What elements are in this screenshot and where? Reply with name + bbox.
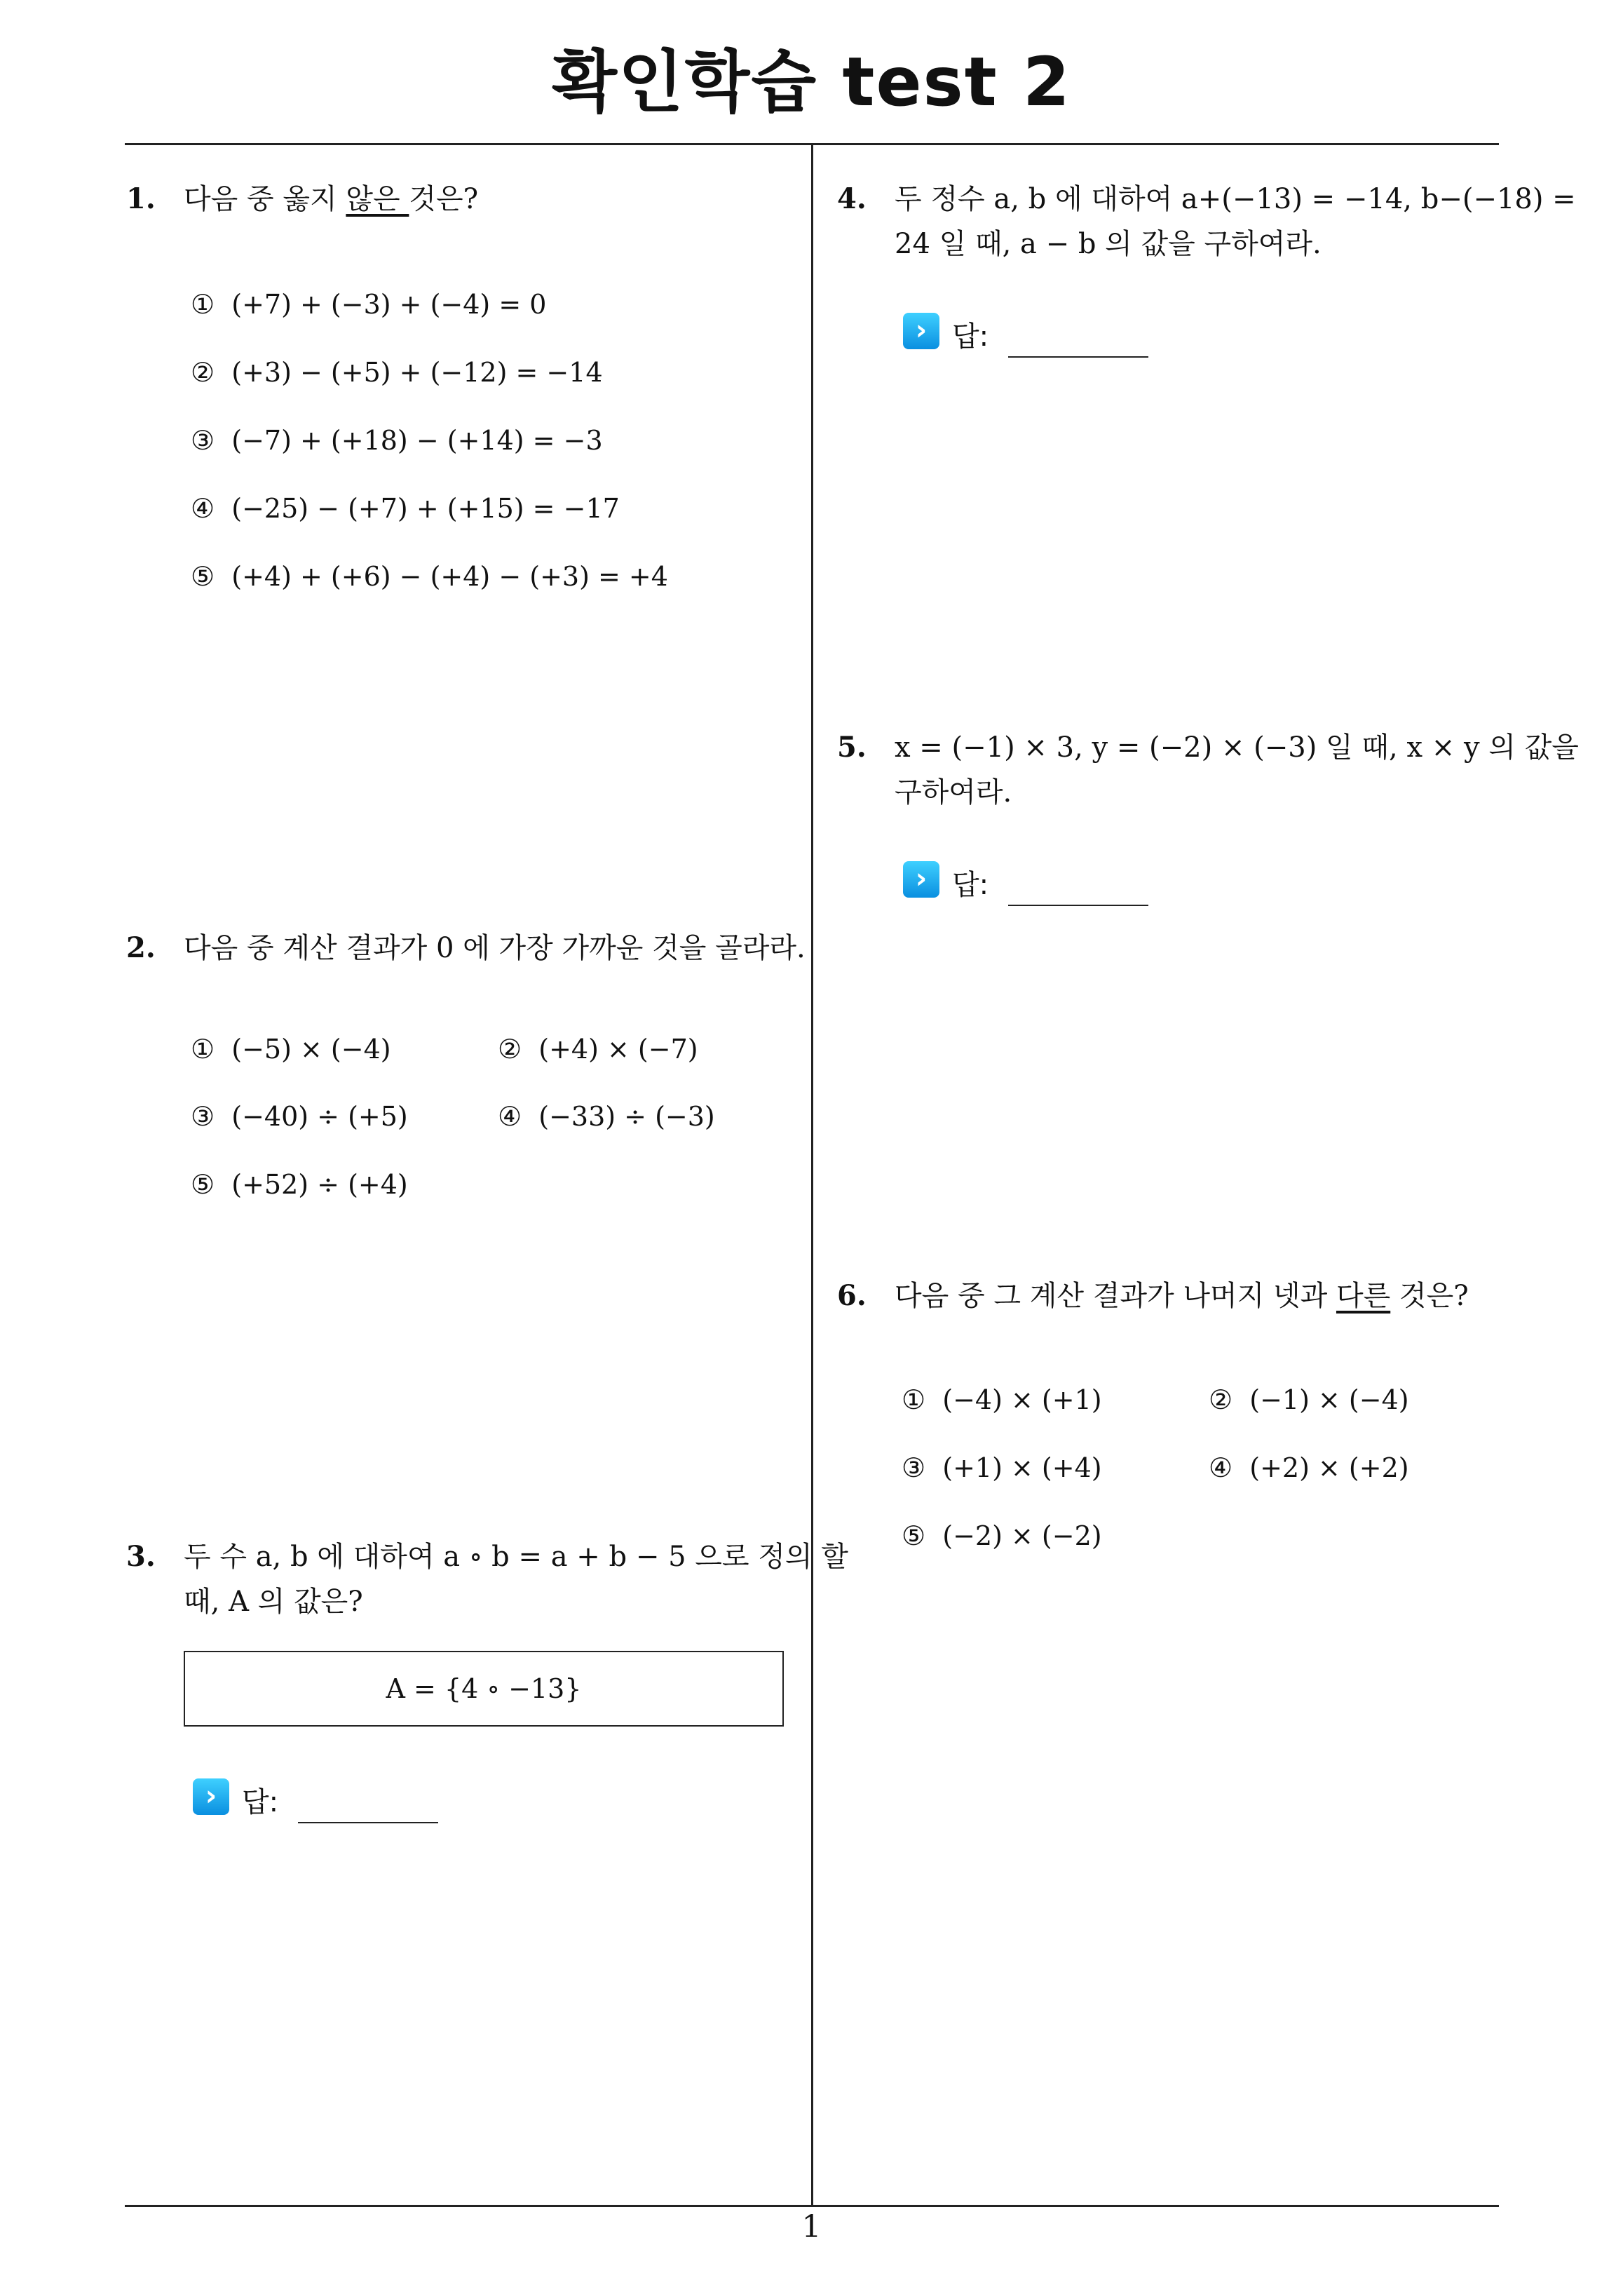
chevron-right-icon: › xyxy=(903,313,939,349)
question-3-definition-box xyxy=(184,1651,784,1727)
question-1-option-2[interactable] xyxy=(191,357,603,388)
question-4-number: 4. xyxy=(837,182,867,215)
question-1-text xyxy=(184,177,478,222)
question-3-text-line-1: 두 수 a, b 에 대하여 a ∘ b = a + b − 5 으로 정의 할 xyxy=(184,1541,848,1573)
question-1-option-1[interactable] xyxy=(191,289,546,320)
question-5-text-line-2: 구하여라. xyxy=(895,776,1012,809)
option-marker: ② xyxy=(498,1034,522,1065)
option-marker: ③ xyxy=(191,1101,215,1132)
chevron-right-icon: › xyxy=(903,861,939,898)
option-expression: (+2) × (+2) xyxy=(1249,1452,1409,1483)
question-1-text-underlined: 않은 xyxy=(346,183,409,215)
question-5-answer-blank[interactable] xyxy=(1008,905,1148,906)
footer-rule xyxy=(125,2205,1499,2207)
question-2-option-3[interactable] xyxy=(191,1101,408,1132)
option-marker: ② xyxy=(1209,1384,1233,1415)
option-marker: ② xyxy=(191,357,215,388)
option-marker: ④ xyxy=(1209,1452,1233,1483)
option-expression: (−40) ÷ (+5) xyxy=(231,1101,408,1132)
question-2-option-5[interactable] xyxy=(191,1169,408,1200)
question-4-answer-label: 답: xyxy=(952,320,989,353)
question-1-text-post: 것은? xyxy=(409,183,479,215)
question-2-text: 다음 중 계산 결과가 0 에 가장 가까운 것을 골라라. xyxy=(184,932,806,964)
question-6-option-4[interactable] xyxy=(1209,1452,1409,1483)
question-6-option-1[interactable] xyxy=(902,1384,1102,1415)
chevron-right-icon: › xyxy=(193,1778,229,1815)
option-expression: (−7) + (+18) − (+14) = −3 xyxy=(231,425,603,456)
option-marker: ① xyxy=(191,289,215,320)
question-6-text-underlined: 다른 xyxy=(1336,1280,1391,1312)
question-3-number: 3. xyxy=(126,1540,156,1573)
question-5-number: 5. xyxy=(837,731,867,764)
question-4-text-line-2: 24 일 때, a − b 의 값을 구하여라. xyxy=(895,228,1322,260)
option-expression: (+7) + (−3) + (−4) = 0 xyxy=(231,289,547,320)
option-marker: ④ xyxy=(191,493,215,524)
option-marker: ⑤ xyxy=(191,561,215,592)
option-marker: ① xyxy=(191,1034,215,1065)
question-2-option-2[interactable] xyxy=(498,1034,698,1065)
question-6-option-5[interactable] xyxy=(902,1520,1102,1551)
question-1-text-pre: 다음 중 옳지 xyxy=(184,183,346,215)
question-4-answer-blank[interactable] xyxy=(1008,356,1148,358)
option-marker: ③ xyxy=(191,425,215,456)
column-divider xyxy=(811,144,813,2205)
option-expression: (−5) × (−4) xyxy=(231,1034,391,1065)
question-1-number: 1. xyxy=(126,182,156,215)
option-expression: (+4) + (+6) − (+4) − (+3) = +4 xyxy=(231,561,668,592)
question-6-text xyxy=(895,1274,1469,1318)
question-1-option-4[interactable] xyxy=(191,493,620,524)
question-6-text-pre: 다음 중 그 계산 결과가 나머지 넷과 xyxy=(895,1280,1336,1312)
question-6-option-3[interactable] xyxy=(902,1452,1102,1483)
question-5-answer-label: 답: xyxy=(952,869,989,901)
option-expression: (−33) ÷ (−3) xyxy=(538,1101,715,1132)
option-expression: (+3) − (+5) + (−12) = −14 xyxy=(231,357,603,388)
question-5-text-line-1: x = (−1) × 3, y = (−2) × (−3) 일 때, x × y 의 값을 xyxy=(895,731,1579,764)
question-3-text-line-2: 때, A 의 값은? xyxy=(184,1586,363,1618)
option-expression: (−2) × (−2) xyxy=(942,1520,1102,1551)
option-marker: ⑤ xyxy=(902,1520,926,1551)
question-3-answer-blank[interactable] xyxy=(298,1822,438,1823)
option-expression: (−4) × (+1) xyxy=(942,1384,1102,1415)
question-4-text-line-1: 두 정수 a, b 에 대하여 a+(−13) = −14, b−(−18) = xyxy=(895,183,1576,215)
option-expression: (+1) × (+4) xyxy=(942,1452,1102,1483)
option-expression: (−1) × (−4) xyxy=(1249,1384,1409,1415)
option-marker: ⑤ xyxy=(191,1169,215,1200)
question-6-number: 6. xyxy=(837,1279,867,1312)
question-6-text-post: 것은? xyxy=(1390,1280,1469,1312)
option-marker: ③ xyxy=(902,1452,926,1483)
question-1-option-3[interactable] xyxy=(191,425,603,456)
question-2-option-4[interactable] xyxy=(498,1101,715,1132)
page-title: 확인학습 test 2 xyxy=(552,43,1071,121)
option-marker: ④ xyxy=(498,1101,522,1132)
question-3-box-expression: A = {4 ∘ −13} xyxy=(386,1673,582,1704)
question-3-answer-label: 답: xyxy=(242,1786,279,1818)
option-expression: (+52) ÷ (+4) xyxy=(231,1169,408,1200)
option-marker: ① xyxy=(902,1384,926,1415)
question-2-option-1[interactable] xyxy=(191,1034,391,1065)
question-6-option-2[interactable] xyxy=(1209,1384,1409,1415)
question-1-option-5[interactable] xyxy=(191,561,668,592)
option-expression: (+4) × (−7) xyxy=(538,1034,698,1065)
option-expression: (−25) − (+7) + (+15) = −17 xyxy=(231,493,620,524)
page-number: 1 xyxy=(801,2209,822,2245)
question-2-number: 2. xyxy=(126,931,156,964)
